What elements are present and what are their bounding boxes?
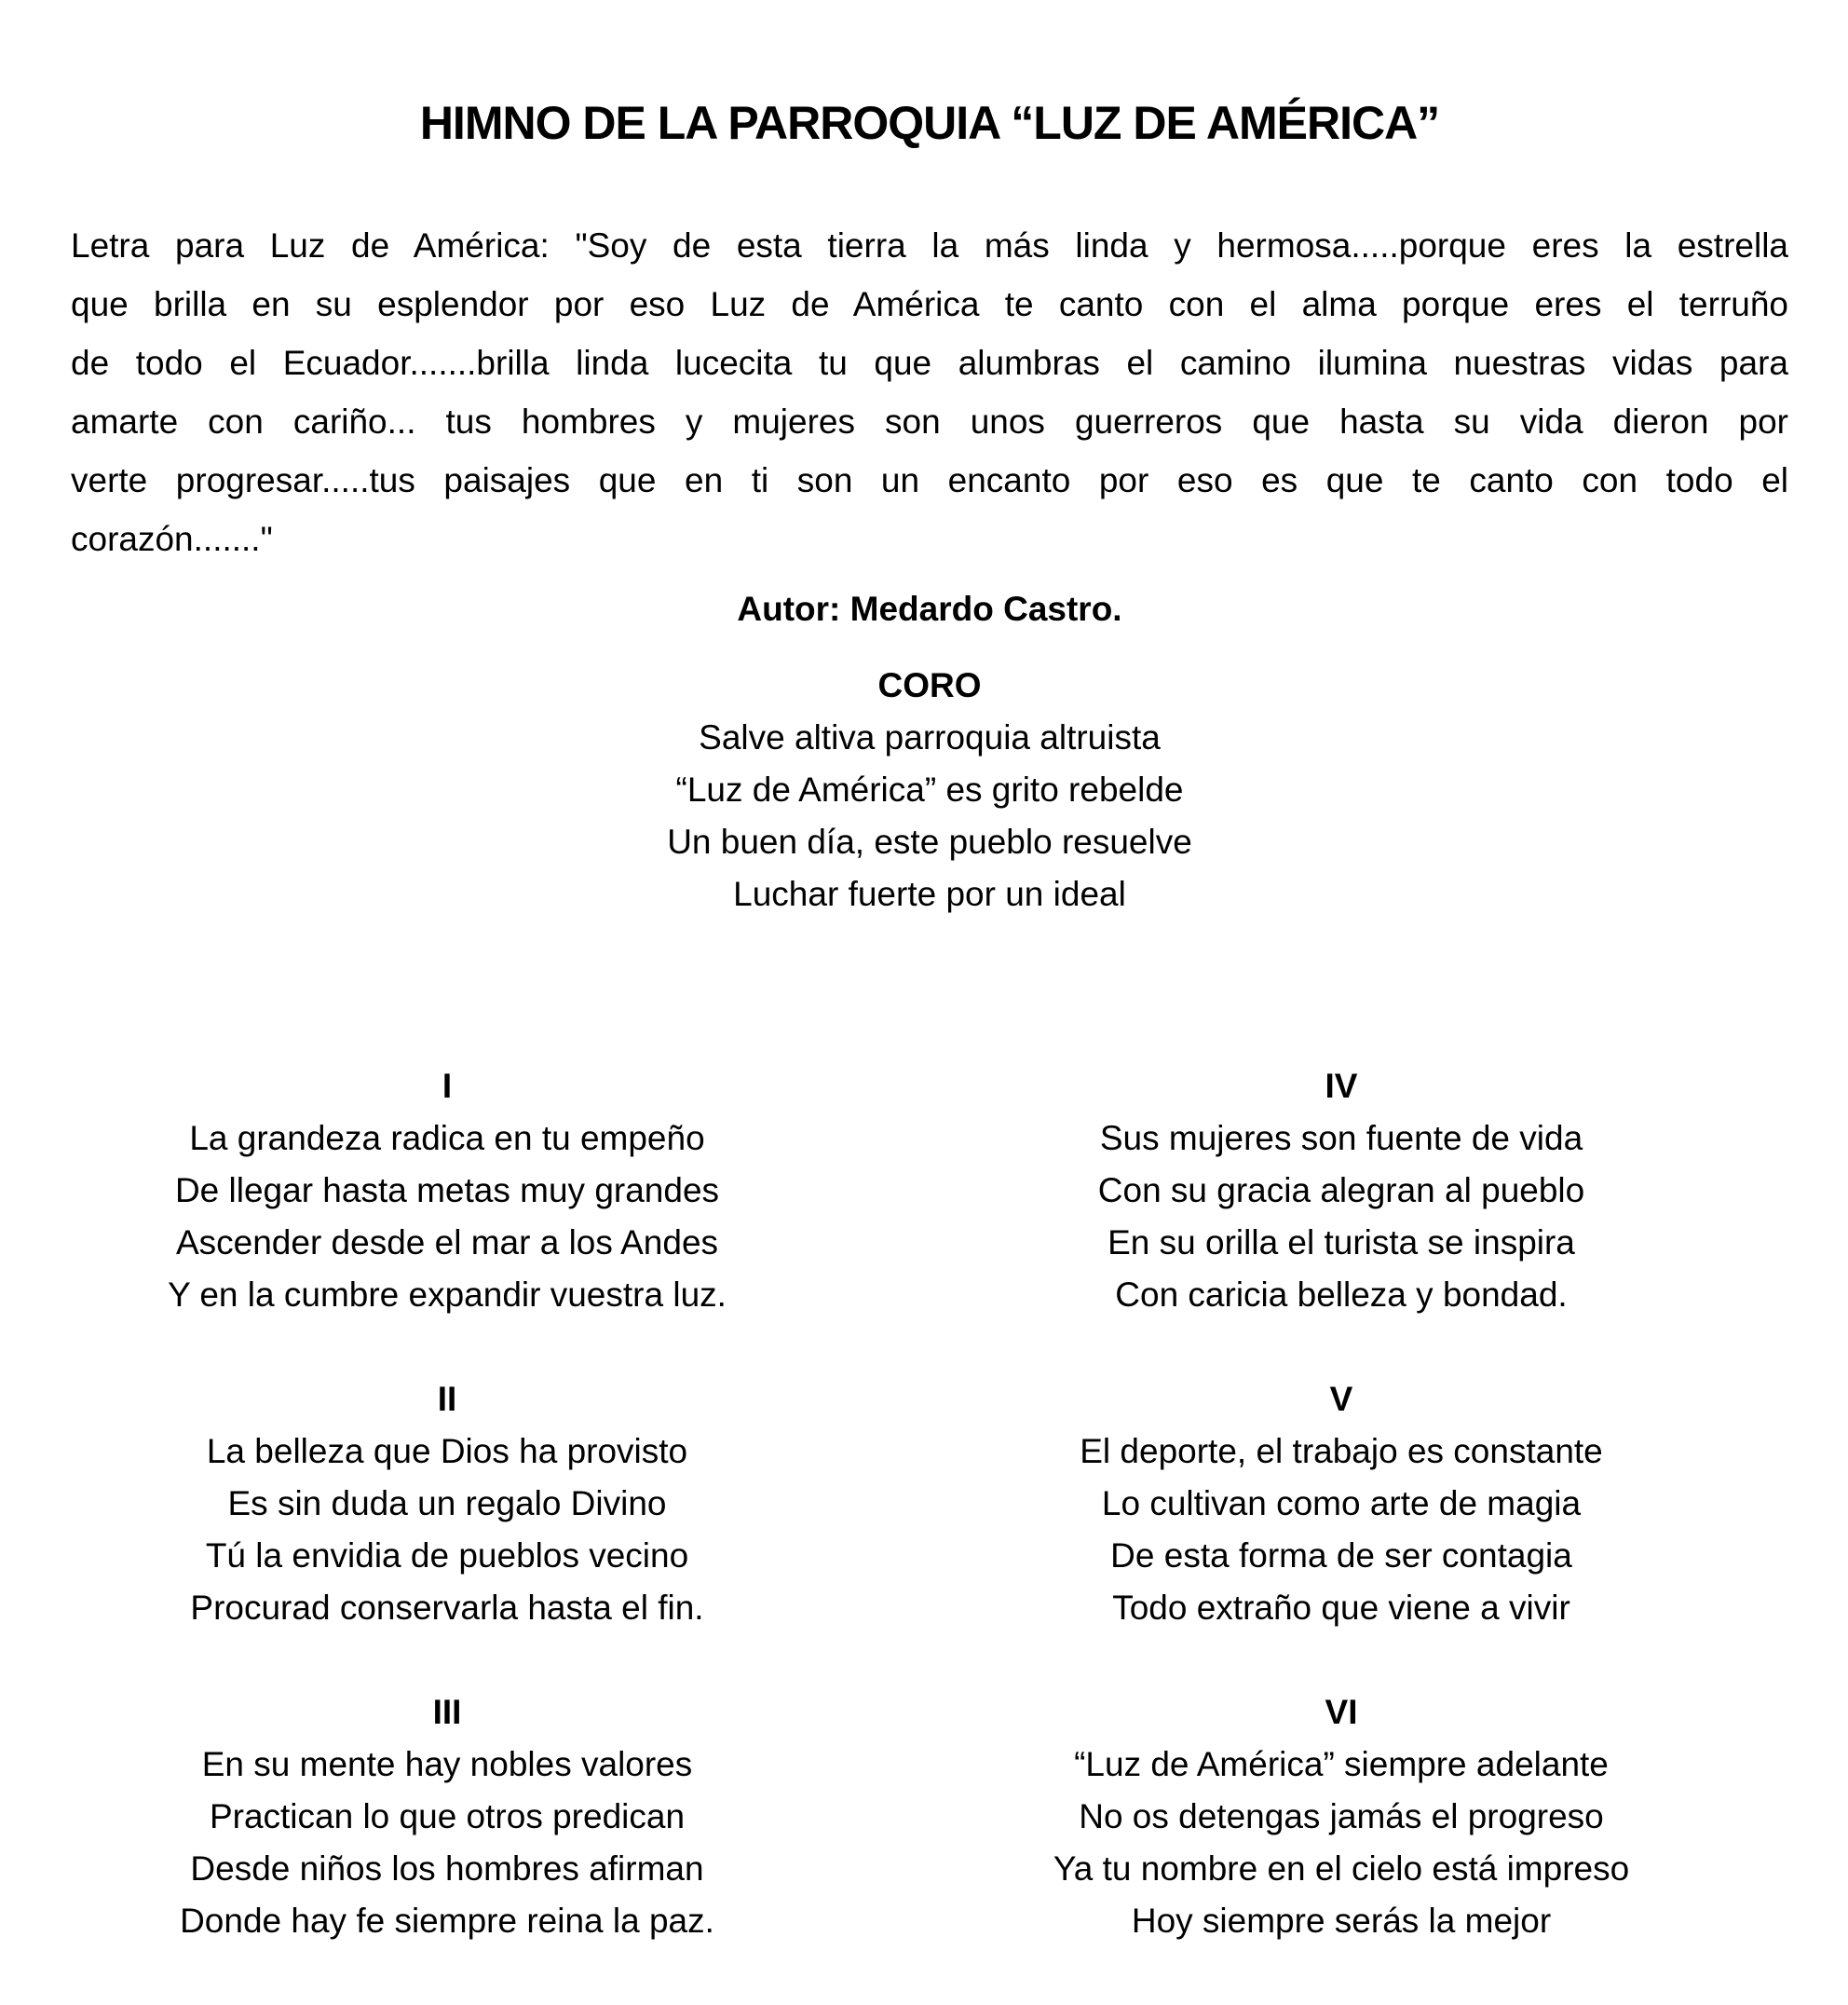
verse-block-1 bbox=[0, 1060, 894, 1321]
verses-section bbox=[0, 1060, 1788, 1999]
document-title: HIMNO DE LA PARROQUIA “LUZ DE AMÉRICA” bbox=[419, 97, 1440, 149]
verse-block-4 bbox=[894, 1060, 1788, 1321]
verse-line: En su orilla el turista se inspira bbox=[1107, 1223, 1575, 1262]
verse-line: Tú la envidia de pueblos vecino bbox=[205, 1536, 689, 1575]
verse-line: Desde niños los hombres afirman bbox=[190, 1849, 704, 1888]
verse-line: Practican lo que otros predican bbox=[209, 1797, 686, 1835]
intro-paragraph-line: que brilla en su esplendor por eso Luz de América te canto con el alma porque eres el terruño bbox=[71, 285, 1788, 323]
verses-left-column bbox=[0, 1060, 894, 1999]
verse-line: La belleza que Dios ha provisto bbox=[206, 1432, 688, 1470]
chorus-line: Un buen día, este pueblo resuelve bbox=[667, 823, 1192, 861]
verse-line: De llegar hasta metas muy grandes bbox=[174, 1171, 720, 1209]
verse-line: Con su gracia alegran al pueblo bbox=[1097, 1171, 1585, 1209]
verse-heading: II bbox=[437, 1380, 457, 1418]
verse-line: De esta forma de ser contagia bbox=[1110, 1536, 1572, 1575]
author-line: Autor: Medardo Castro. bbox=[737, 590, 1122, 628]
verse-heading: IV bbox=[1325, 1067, 1358, 1105]
chorus-heading: CORO bbox=[877, 666, 982, 704]
intro-paragraph-line: amarte con cariño... tus hombres y mujeres son unos guerreros que hasta su vida dieron por bbox=[71, 402, 1788, 441]
verse-block-6 bbox=[894, 1686, 1788, 1947]
chorus-line: Luchar fuerte por un ideal bbox=[733, 875, 1126, 913]
verse-line: Es sin duda un regalo Divino bbox=[227, 1484, 667, 1522]
verse-line: El deporte, el trabajo es constante bbox=[1080, 1432, 1603, 1470]
verses-right-column bbox=[894, 1060, 1788, 1999]
verse-line: La grandeza radica en tu empeño bbox=[189, 1119, 705, 1157]
verse-line: Todo extraño que viene a vivir bbox=[1112, 1589, 1570, 1627]
chorus bbox=[71, 712, 1788, 921]
verse-line: Lo cultivan como arte de magia bbox=[1101, 1484, 1582, 1522]
verse-line: Y en la cumbre expandir vuestra luz. bbox=[168, 1275, 727, 1314]
verse-heading: I bbox=[442, 1067, 453, 1105]
intro-paragraph-line: corazón......." bbox=[71, 520, 273, 558]
verse-line: “Luz de América” siempre adelante bbox=[1074, 1745, 1609, 1783]
verse-heading: VI bbox=[1325, 1693, 1358, 1731]
document-text-block bbox=[0, 97, 1848, 921]
verse-block-3 bbox=[0, 1686, 894, 1947]
verse-line: Hoy siempre serás la mejor bbox=[1131, 1902, 1552, 1940]
verse-heading: III bbox=[432, 1693, 462, 1731]
verse-block-2 bbox=[0, 1373, 894, 1634]
chorus-line: Salve altiva parroquia altruista bbox=[699, 718, 1161, 757]
intro-paragraph-line: de todo el Ecuador.......brilla linda lucecita tu que alumbras el camino ilumina nuestras vidas para bbox=[71, 344, 1788, 382]
verse-line: Con caricia belleza y bondad. bbox=[1115, 1275, 1568, 1314]
verse-line: Sus mujeres son fuente de vida bbox=[1099, 1119, 1583, 1157]
chorus-line: “Luz de América” es grito rebelde bbox=[675, 771, 1184, 809]
verse-line: Ya tu nombre en el cielo está impreso bbox=[1053, 1849, 1630, 1888]
verse-line: Procurad conservarla hasta el fin. bbox=[190, 1589, 704, 1627]
verse-line: Ascender desde el mar a los Andes bbox=[175, 1223, 719, 1262]
intro-paragraph-line: verte progresar.....tus paisajes que en ti son un encanto por eso es que te canto con todo el bbox=[71, 461, 1788, 499]
intro-paragraph-line: Letra para Luz de América: "Soy de esta tierra la más linda y hermosa.....porque eres la estrella bbox=[71, 226, 1788, 265]
verse-line: En su mente hay nobles valores bbox=[201, 1745, 693, 1783]
verse-heading: V bbox=[1329, 1380, 1353, 1418]
verse-line: Donde hay fe siempre reina la paz. bbox=[180, 1902, 714, 1940]
intro-paragraph bbox=[71, 216, 1788, 568]
verse-block-5 bbox=[894, 1373, 1788, 1634]
verse-line: No os detengas jamás el progreso bbox=[1079, 1797, 1604, 1835]
